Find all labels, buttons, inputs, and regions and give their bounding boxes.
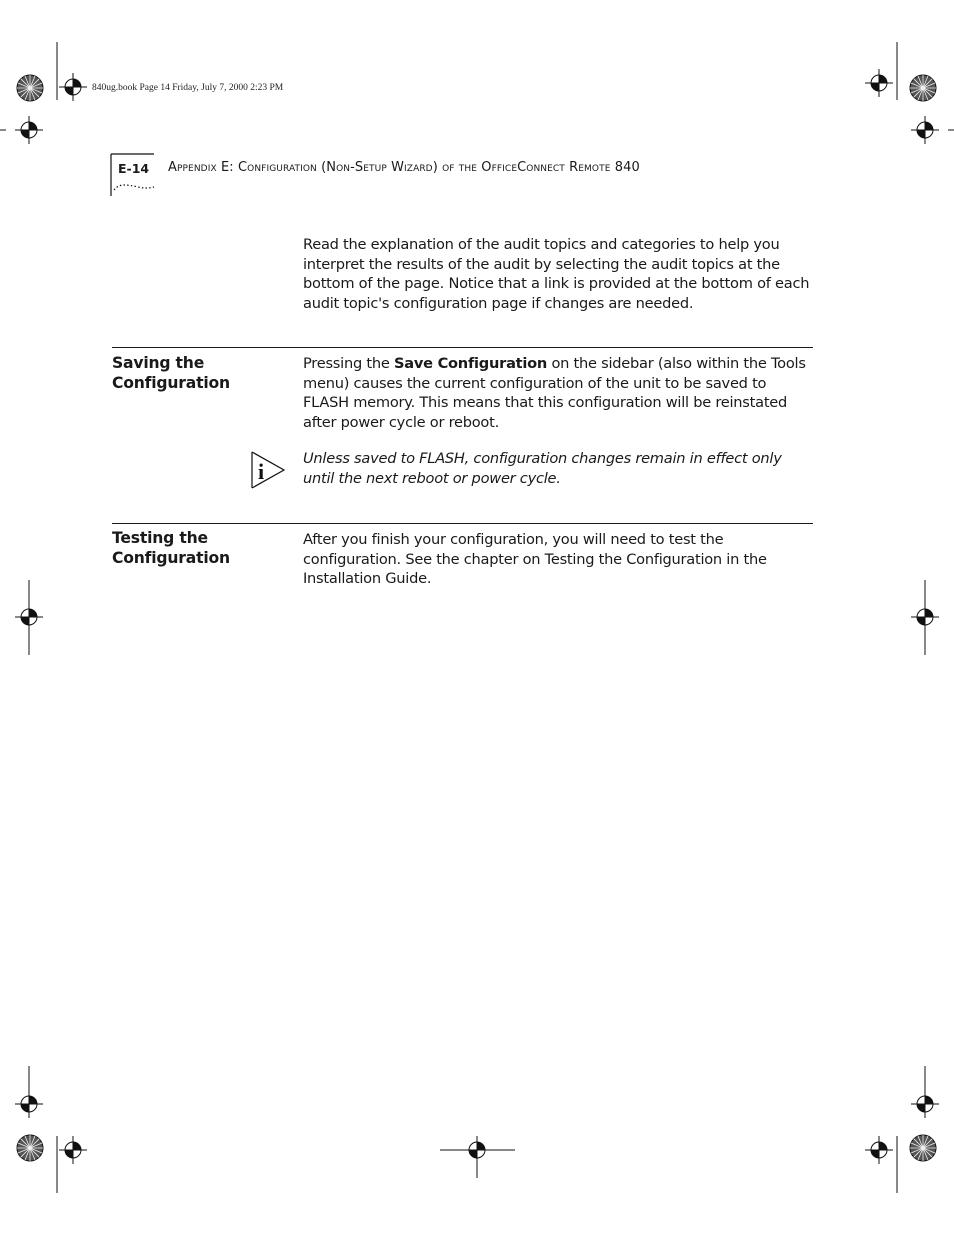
- saving-paragraph: [303, 354, 815, 432]
- crop-lines: [0, 42, 954, 1193]
- heading-line: Configuration: [112, 548, 230, 567]
- section-heading-saving: [112, 354, 282, 393]
- svg-text:i: i: [258, 459, 265, 484]
- print-slug: 840ug.book Page 14 Friday, July 7, 2000 2:23 PM: [92, 83, 284, 93]
- testing-paragraph: After you finish your configuration, you will need to test the configuration. See the chapter on Testing the Configuration in the Installation Guide.: [303, 531, 767, 587]
- page-number: E-14: [118, 161, 150, 176]
- heading-line: Configuration: [112, 373, 230, 392]
- section-rule: [112, 347, 813, 348]
- info-icon: [250, 450, 286, 490]
- section-heading-testing: [112, 529, 282, 568]
- running-head: Appendix E: Configuration (Non-Setup Wizard) of the OfficeConnect Remote 840: [168, 160, 640, 175]
- note-text: Unless saved to FLASH, configuration changes remain in effect only until the next reboot or power cycle.: [303, 450, 782, 487]
- heading-line: Saving the: [112, 354, 205, 372]
- body-text: on the sidebar (also within the Tools menu) causes the current configuration of the unit to be saved to FLASH memory. This means that this configuration will be reinstated after power cycle or reboot.: [303, 355, 806, 431]
- section-rule: [112, 523, 813, 524]
- save-configuration-term: Save Configuration: [393, 355, 548, 372]
- heading-line: Testing the: [112, 529, 208, 547]
- intro-paragraph: Read the explanation of the audit topics and categories to help you interpret the results of the audit by selecting the audit topics at the bottom of the page. Notice that a link is provided at the bottom of each audit topic's configuration page if changes are needed.: [303, 236, 810, 312]
- registration-mark: [15, 69, 939, 1164]
- body-text: Pressing the: [303, 355, 394, 372]
